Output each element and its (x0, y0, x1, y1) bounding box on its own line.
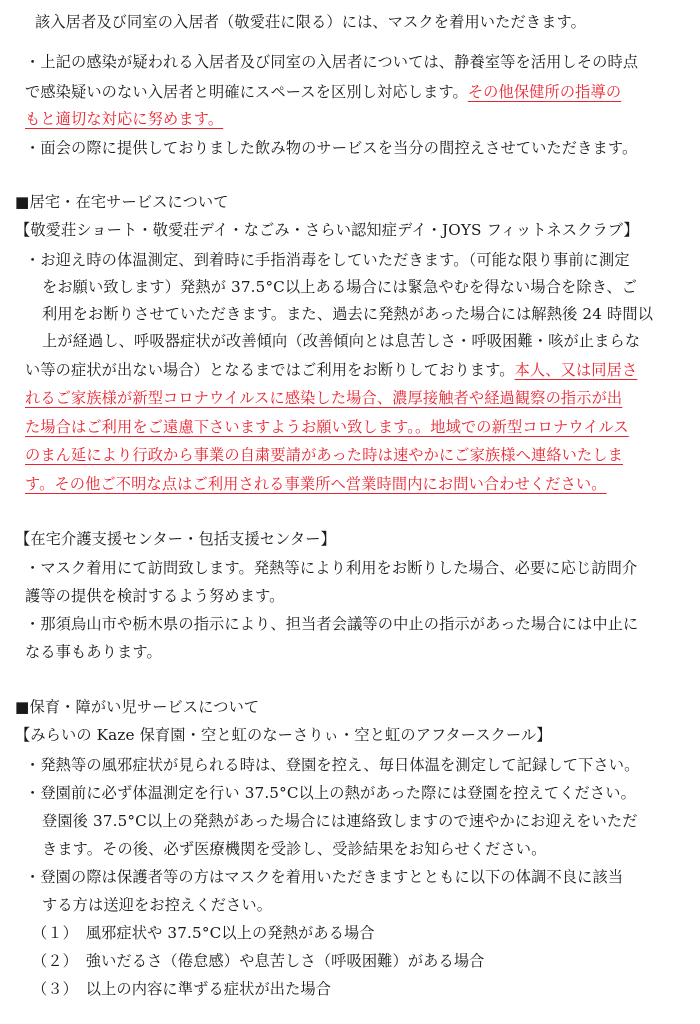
body-text: をお願い致します）発熱が 37.5°C以上ある場合には緊急やむを得ない場合を除き、ご (42, 278, 638, 296)
text-line (0, 920, 700, 946)
body-text: ・発熱等の風邪症状が見られる時は、登園を控え、毎日体温を測定して記録して下さい。 (25, 756, 640, 774)
emphasis-text: 本人、又は同居さ (514, 361, 638, 379)
text-line (0, 611, 700, 637)
body-text: 【敬愛荘ショート・敬愛荘デイ・なごみ・さらい認知症デイ・JOYS フィットネスクラブ】 (15, 221, 639, 239)
text-line (0, 526, 700, 552)
body-text: ■保育・障がい児サービスについて (15, 698, 260, 716)
body-text: ・マスク着用にて訪問致します。発熱等により利用をお断りした場合、必要に応じ訪問介 (25, 559, 638, 577)
text-line (0, 247, 700, 273)
text-line (0, 864, 700, 890)
text-line (0, 217, 700, 243)
body-text: 【在宅介護支援センター・包括支援センター】 (15, 530, 336, 548)
body-text: 護等の提供を検討するよう努めます。 (25, 587, 285, 605)
body-text: ・上記の感染が疑われる入居者及び同室の入居者については、静養室等を活用しその時点 (25, 53, 639, 71)
text-line (0, 442, 700, 468)
body-text: 利用をお断りさせていただきます。また、過去に発熱があった場合には解熱後 24 時間以 (42, 305, 654, 323)
text-line (0, 808, 700, 834)
emphasis-text: た場合はご利用をご遠慮下さいますようお願い致します。。地域での新型コロナウイルス (25, 418, 629, 436)
body-text: （３） 以上の内容に準ずる症状が出た場合 (32, 980, 332, 998)
body-text: する方は送迎をお控えください。 (42, 896, 273, 914)
body-text: ・登園の際は保護者等の方はマスクを着用いただきますとともに以下の体調不良に該当 (25, 868, 624, 886)
emphasis-text: れるご家族様が新型コロナウイルスに感染した場合、濃厚接触者や経過観察の指示が出 (25, 389, 623, 407)
body-text: （２） 強いだるさ（倦怠感）や息苦しさ（呼吸困難）がある場合 (32, 952, 485, 970)
emphasis-text: のまん延により行政から事業の自粛要請があった時は速やかにご家族様へ連絡いたしま (25, 446, 624, 464)
text-line (0, 385, 700, 411)
text-line (0, 639, 700, 665)
text-line (0, 722, 700, 748)
text-line (0, 357, 700, 383)
text-line (0, 189, 700, 215)
body-text: ・お迎え時の体温測定、到着時に手指消毒をしていただきます。（可能な限り事前に測定 (25, 251, 630, 269)
body-text: 登園後 37.5°C以上の発熱があった場合には連絡致しますので速やかにお迎えをいただ (42, 812, 638, 830)
text-line (0, 780, 700, 806)
text-line (0, 948, 700, 974)
body-text: ・那須烏山市や栃木県の指示により、担当者会議等の中止の指示があった場合には中止に (25, 615, 639, 633)
text-line (0, 328, 700, 354)
text-line (0, 976, 700, 1002)
text-line (0, 694, 700, 720)
text-line (0, 135, 700, 161)
body-text: 【みらいの Kaze 保育園・空と虹のなーさりぃ・空と虹のアフタースクール】 (15, 726, 552, 744)
body-text: きます。その後、必ず医療機関を受診し、受診結果をお知らせください。 (42, 840, 547, 858)
text-line (0, 583, 700, 609)
text-line (0, 79, 700, 105)
text-line (0, 9, 700, 35)
text-line (0, 301, 700, 327)
text-line (0, 274, 700, 300)
emphasis-text: す。その他ご不明な点はご利用される事業所へ営業時間内にお問い合わせください。 (25, 475, 607, 493)
text-line (0, 414, 700, 440)
body-text: で感染疑いのない入居者と明確にスペースを区別し対応します。 (25, 83, 468, 101)
emphasis-text: その他保健所の指導の (467, 83, 622, 101)
text-line (0, 752, 700, 778)
emphasis-text: もと適切な対応に努めます。 (25, 110, 224, 128)
text-line (0, 555, 700, 581)
text-line (0, 471, 700, 497)
body-text: なる事もあります。 (25, 643, 162, 661)
body-text: ・面会の際に提供しておりました飲み物のサービスを当分の間控えさせていただきます。 (25, 139, 638, 157)
body-text: 該入居者及び同室の入居者（敬愛荘に限る）には、マスクを着用いただきます。 (35, 13, 586, 31)
text-line (0, 836, 700, 862)
text-line (0, 106, 700, 132)
body-text: 上が経過し、呼吸器症状が改善傾向（改善傾向とは息苦しさ・呼吸困難・咳が止まらな (42, 332, 641, 350)
body-text: ■居宅・在宅サービスについて (15, 193, 229, 211)
body-text: い等の症状が出ない場合）となるまではご利用をお断りしております。 (25, 361, 515, 379)
text-line (0, 49, 700, 75)
text-line (0, 892, 700, 918)
body-text: （１） 風邪症状や 37.5°C以上の発熱がある場合 (32, 924, 375, 942)
body-text: ・登園前に必ず体温測定を行い 37.5°C以上の熱があった際には登園を控えてください。 (25, 784, 636, 802)
